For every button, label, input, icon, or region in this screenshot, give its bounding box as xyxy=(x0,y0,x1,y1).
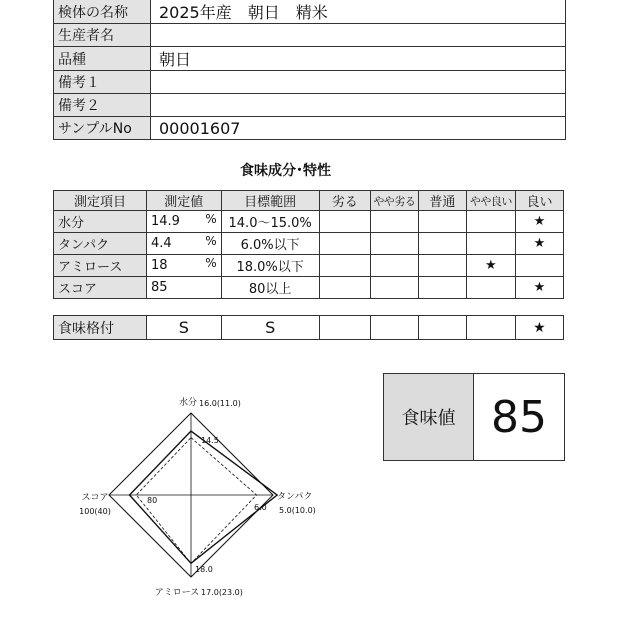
rating-cell-3 xyxy=(466,277,515,299)
radar-axis-name: 水分 xyxy=(178,398,198,408)
info-label: サンプルNo xyxy=(54,117,151,140)
header-average: 普通 xyxy=(418,191,466,211)
info-row xyxy=(54,94,566,117)
attribute-name: 水分 xyxy=(54,211,147,233)
attribute-unit: % xyxy=(205,256,217,270)
rating-cell-3 xyxy=(466,233,515,255)
info-value: 00001607 xyxy=(151,117,566,140)
rating-cell-0 xyxy=(319,233,370,255)
attribute-value-cell xyxy=(147,255,222,277)
rating-cell-4 xyxy=(515,255,563,277)
radar-axis-scale: 17.0(23.0) xyxy=(201,588,243,597)
rating-cell-0 xyxy=(319,255,370,277)
rating-cell-1 xyxy=(370,211,418,233)
radar-axis-name: アミロース xyxy=(154,588,200,598)
info-row xyxy=(54,0,566,24)
radar-axis-name: スコア xyxy=(81,493,109,503)
attribute-row xyxy=(54,233,564,255)
info-label: 生産者名 xyxy=(54,24,151,47)
attribute-value: 85 xyxy=(151,280,168,295)
radar-axis-scale: 16.0(11.0) xyxy=(199,399,241,408)
rating-star: ★ xyxy=(515,277,563,299)
attributes-header-row xyxy=(54,191,564,211)
attribute-range: 6.0%以下 xyxy=(221,233,319,255)
attribute-name: スコア xyxy=(54,277,147,299)
header-good: 良い xyxy=(515,191,563,211)
attribute-name: タンパク xyxy=(54,233,147,255)
info-row xyxy=(54,24,566,47)
rating-cell-0 xyxy=(319,277,370,299)
attribute-row xyxy=(54,277,564,299)
attribute-name: アミロース xyxy=(54,255,147,277)
info-label: 備考１ xyxy=(54,71,151,94)
attribute-range: 18.0%以下 xyxy=(221,255,319,277)
info-row xyxy=(54,117,566,140)
info-row xyxy=(54,47,566,71)
attribute-range: 14.0～15.0% xyxy=(221,211,319,233)
grade-rating-1 xyxy=(370,316,418,340)
grade-label: 食味格付 xyxy=(54,316,147,340)
header-item: 測定項目 xyxy=(54,191,147,211)
info-value xyxy=(151,94,566,117)
attribute-row xyxy=(54,211,564,233)
header-value: 測定値 xyxy=(147,191,222,211)
sample-info-table xyxy=(53,0,566,140)
attribute-value-cell xyxy=(147,277,222,299)
header-target-range: 目標範囲 xyxy=(221,191,319,211)
rating-cell-2 xyxy=(418,233,466,255)
rating-cell-3 xyxy=(466,211,515,233)
grade-range: S xyxy=(221,316,319,340)
section-title: 食味成分･特性 xyxy=(240,163,331,179)
grade-value: S xyxy=(147,316,222,340)
info-value xyxy=(151,24,566,47)
rating-star: ★ xyxy=(515,211,563,233)
info-value xyxy=(151,71,566,94)
rating-star: ★ xyxy=(466,255,515,277)
attribute-value-cell xyxy=(147,211,222,233)
radar-target-label: 6.0 xyxy=(254,503,267,512)
header-slightly-poor: やや劣る xyxy=(370,191,418,211)
radar-axis-scale: 100(40) xyxy=(79,507,111,516)
info-label: 備考２ xyxy=(54,94,151,117)
header-slightly-good: やや良い xyxy=(466,191,515,211)
radar-target-label: 14.5 xyxy=(201,436,219,445)
attribute-row xyxy=(54,255,564,277)
radar-target-label: 18.0 xyxy=(195,565,213,574)
info-label: 品種 xyxy=(54,47,151,71)
taste-score-box xyxy=(383,373,565,461)
rating-star: ★ xyxy=(515,233,563,255)
grade-table xyxy=(53,315,564,340)
radar-axis-scale: 5.0(10.0) xyxy=(279,506,316,515)
attribute-value: 4.4 xyxy=(151,236,172,251)
rating-cell-1 xyxy=(370,233,418,255)
attribute-value: 18 xyxy=(151,258,168,273)
rating-cell-2 xyxy=(418,211,466,233)
rating-cell-2 xyxy=(418,255,466,277)
info-row xyxy=(54,71,566,94)
radar-axis-name: タンパク xyxy=(277,492,313,502)
attribute-value-cell xyxy=(147,233,222,255)
rating-cell-1 xyxy=(370,255,418,277)
attribute-unit: % xyxy=(205,212,217,226)
header-poor: 劣る xyxy=(319,191,370,211)
attribute-range: 80以上 xyxy=(221,277,319,299)
info-value: 朝日 xyxy=(151,47,566,71)
info-value: 2025年産 朝日 精米 xyxy=(151,0,566,24)
rating-cell-0 xyxy=(319,211,370,233)
info-label: 検体の名称 xyxy=(54,0,151,24)
grade-row xyxy=(54,316,564,340)
grade-rating-2 xyxy=(418,316,466,340)
attributes-table xyxy=(53,190,564,299)
grade-rating-3 xyxy=(466,316,515,340)
attribute-value: 14.9 xyxy=(151,214,180,229)
rating-cell-1 xyxy=(370,277,418,299)
grade-rating-0 xyxy=(319,316,370,340)
attribute-unit: % xyxy=(205,234,217,248)
radar-target-label: 80 xyxy=(147,496,158,505)
grade-rating-star: ★ xyxy=(515,316,563,340)
taste-score-label: 食味値 xyxy=(384,374,474,460)
taste-radar-chart xyxy=(60,388,350,603)
taste-score-value: 85 xyxy=(491,391,547,443)
rating-cell-2 xyxy=(418,277,466,299)
